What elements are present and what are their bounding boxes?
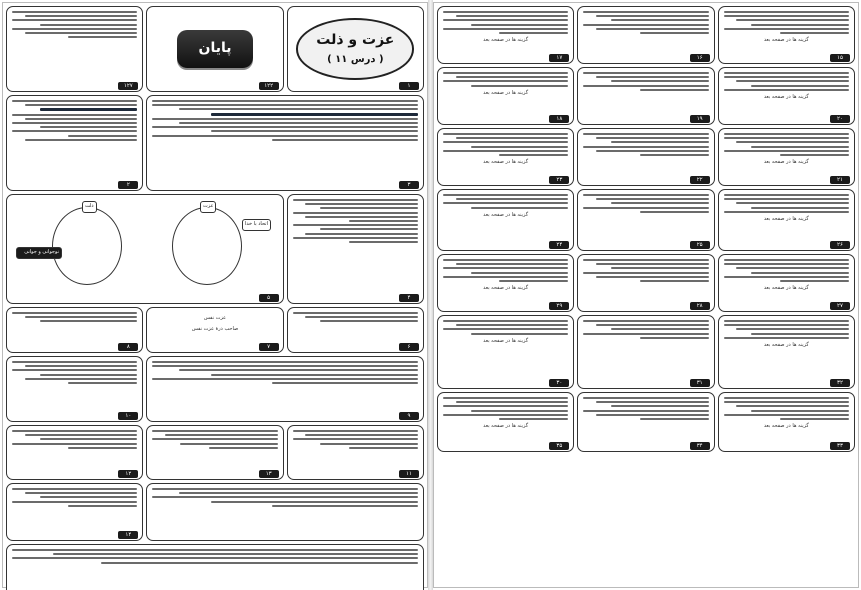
question-card (437, 315, 574, 389)
answer-label: گزینه ها در صفحه بعد (763, 158, 809, 165)
label-zellat: ذلت (82, 201, 97, 213)
card-12b (6, 425, 143, 480)
question-card (577, 67, 714, 125)
card-number: ۲۳ (549, 176, 569, 184)
question-card (718, 6, 855, 64)
card-number: ۲۷ (830, 302, 850, 310)
card-number: ۲ (118, 181, 138, 189)
answer-label: گزینه ها در صفحه بعد (763, 341, 809, 348)
card-number: ۱۰ (118, 412, 138, 420)
answer-label: گزینه ها در صفحه بعد (483, 158, 529, 165)
question-card (577, 315, 714, 389)
answer-label: گزینه ها در صفحه بعد (763, 284, 809, 291)
card-number: ۲۵ (690, 241, 710, 249)
card-number: ۳۲ (830, 379, 850, 387)
answer-label: گزینه ها در صفحه بعد (763, 422, 809, 429)
card-number: ۳۵ (549, 442, 569, 450)
question-card (718, 315, 855, 389)
card-3 (146, 95, 424, 191)
card-number: ۲۰ (830, 115, 850, 123)
answer-label: گزینه ها در صفحه بعد (763, 93, 809, 100)
card-number: ۳۰ (549, 379, 569, 387)
answer-label: گزینه ها در صفحه بعد (483, 36, 529, 43)
question-card (437, 392, 574, 452)
card-8 (6, 307, 143, 353)
card-number: ۱۹ (690, 115, 710, 123)
question-card (718, 128, 855, 186)
answer-label: گزینه ها در صفحه بعد (483, 211, 529, 218)
card-number: ۳۳ (830, 442, 850, 450)
answer-label: گزینه ها در صفحه بعد (483, 422, 529, 429)
question-card (437, 254, 574, 312)
answer-label: گزینه ها در صفحه بعد (763, 215, 809, 222)
orbit-ring (52, 207, 122, 285)
card-14 (6, 483, 143, 541)
card-4 (6, 95, 143, 191)
card-number: ۲۴ (549, 241, 569, 249)
lesson-title-card (287, 6, 424, 92)
card-10 (6, 356, 143, 422)
card-7 (146, 307, 283, 353)
card-number: ۱۷ (549, 54, 569, 62)
card-number: ۱۵ (830, 54, 850, 62)
question-card (718, 392, 855, 452)
card-number: ۱۲ (118, 470, 138, 478)
question-card (437, 6, 574, 64)
card-number: ۲۱ (830, 176, 850, 184)
card-number: ۲۶ (830, 241, 850, 249)
orbit-ring (172, 207, 242, 285)
card-number: ۱۸ (549, 115, 569, 123)
card-11 (287, 425, 424, 480)
card-12 (6, 6, 143, 92)
card-9 (146, 356, 424, 422)
card-number: ۲۲ (690, 176, 710, 184)
card-number: ۱۲۷ (118, 82, 138, 90)
card-number: ۱۱ (399, 470, 419, 478)
answer-label: گزینه ها در صفحه بعد (763, 36, 809, 43)
card-number: ۱۴ (118, 531, 138, 539)
card-number: ۱ (399, 82, 419, 90)
orbit-diagram (12, 199, 278, 294)
card-number: ۶ (399, 343, 419, 351)
question-card (437, 189, 574, 251)
question-card (437, 67, 574, 125)
answer-label: گزینه ها در صفحه بعد (483, 337, 529, 344)
card-number: ۳۱ (690, 379, 710, 387)
lesson-number: ( درس ۱۱ ) (327, 54, 384, 66)
card-number: ۳ (399, 181, 419, 189)
card-number: ۱۳ (259, 470, 279, 478)
question-card (718, 189, 855, 251)
card-number: ۲۹ (549, 302, 569, 310)
card-number: ۵ (259, 294, 279, 302)
card-number: ۸ (118, 343, 138, 351)
card-13 (146, 425, 283, 480)
card-number: ۳۴ (690, 442, 710, 450)
lesson-title-oval (296, 18, 414, 79)
card-footer-strip (6, 544, 424, 590)
box-ettehad: اتحاد با خدا (242, 219, 271, 231)
card-2 (287, 194, 424, 304)
label-izzat: عزت (200, 201, 216, 213)
card-number: ۱۲۲ (259, 82, 279, 90)
right-card-grid (437, 6, 855, 584)
card-5-diagram (6, 194, 284, 304)
card-number: ۴ (399, 294, 419, 302)
question-card (718, 67, 855, 125)
quote-line-2: صاحب ذرۀ عزت نفس (191, 325, 239, 332)
question-card (577, 189, 714, 251)
left-page (2, 2, 428, 588)
answer-label: گزینه ها در صفحه بعد (483, 89, 529, 96)
card-number: ۲۸ (690, 302, 710, 310)
question-card (718, 254, 855, 312)
question-card (577, 6, 714, 64)
answer-label: گزینه ها در صفحه بعد (483, 284, 529, 291)
card-6 (287, 307, 424, 353)
right-page (433, 2, 859, 588)
end-banner: پایان (177, 30, 254, 68)
box-javani: نوجوانی و جوانی (16, 247, 62, 259)
question-card (577, 392, 714, 452)
quote-line-1: عزت نفس (203, 315, 227, 321)
card-wide-bottom (146, 483, 424, 541)
question-card (577, 254, 714, 312)
card-number: ۷ (259, 343, 279, 351)
question-card (577, 128, 714, 186)
end-banner-card (146, 6, 283, 92)
card-number: ۹ (399, 412, 419, 420)
card-number: ۱۶ (690, 54, 710, 62)
lesson-title: عزت و ذلت (316, 32, 395, 49)
question-card (437, 128, 574, 186)
